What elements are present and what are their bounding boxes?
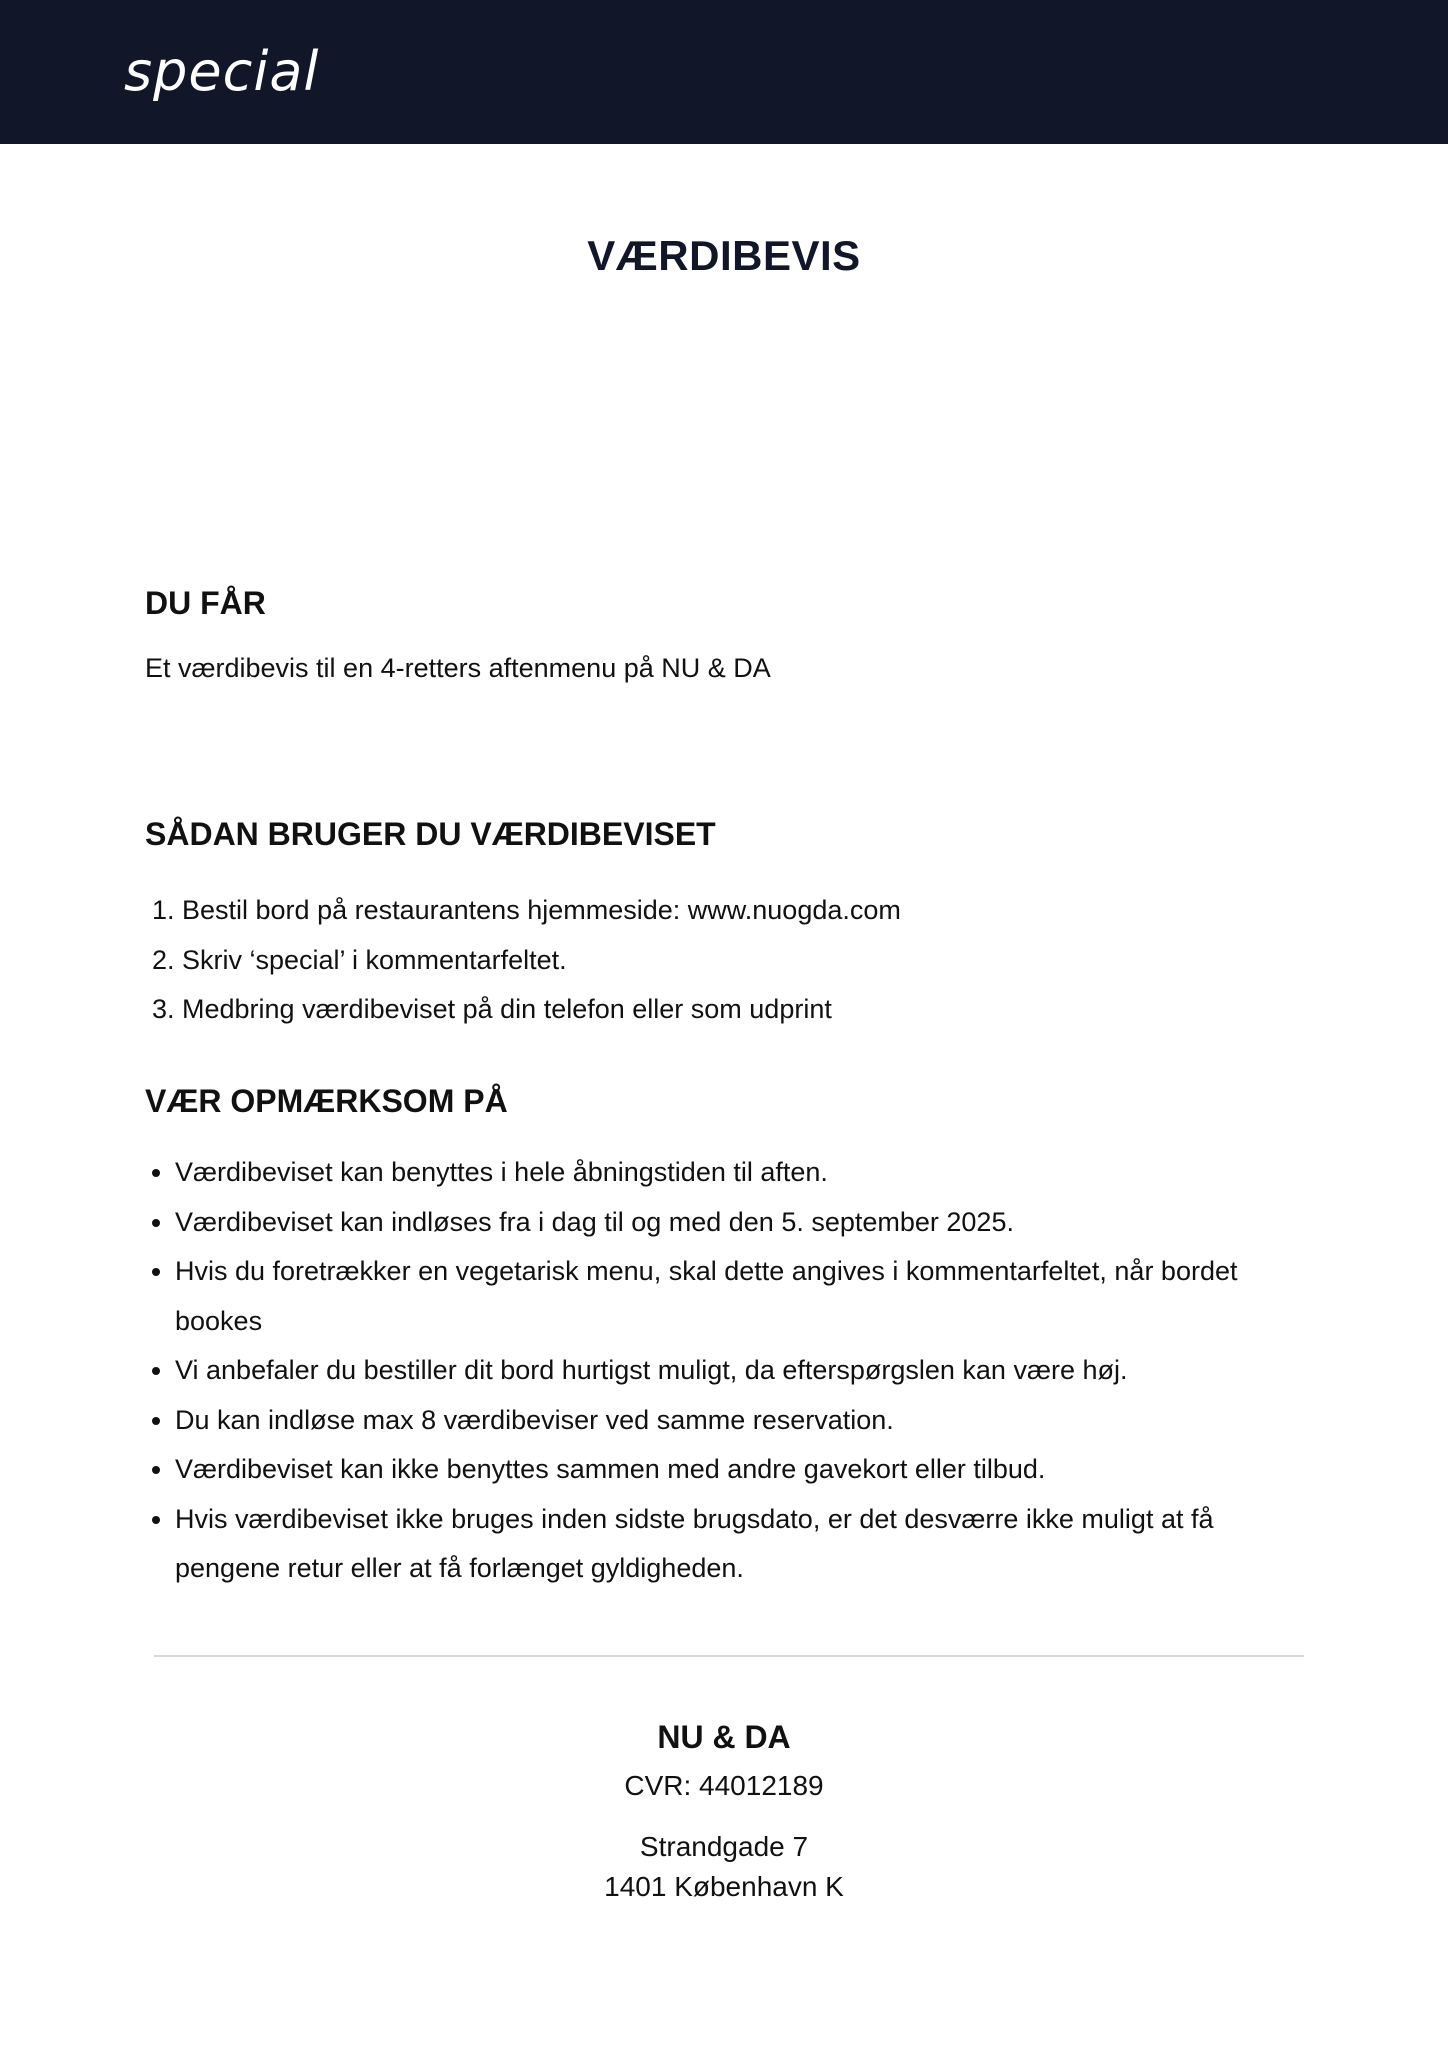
footer-company-name: NU & DA: [657, 1719, 791, 1755]
list-item: 2. Skriv ‘special’ i kommentarfeltet.: [182, 936, 1282, 986]
list-item: • Du kan indløse max 8 værdibeviser ved samme reservation.: [175, 1396, 1285, 1446]
you-get-text: Et værdibevis til en 4-retters aftenmenu på NU & DA: [145, 653, 771, 683]
steps-list: [145, 886, 1282, 1035]
section-heading-notes: VÆR OPMÆRKSOM PÅ: [145, 1083, 508, 1119]
brand-logo: special: [124, 40, 320, 103]
list-item: • Værdibeviset kan ikke benyttes sammen med andre gavekort eller tilbud.: [175, 1445, 1285, 1495]
page-title: VÆRDIBEVIS: [587, 232, 861, 279]
footer-divider: [154, 1655, 1304, 1657]
header-bar: [0, 0, 1448, 144]
section-heading-you-get: DU FÅR: [145, 585, 266, 621]
notes-list: [145, 1148, 1285, 1594]
list-item: • Vi anbefaler du bestiller dit bord hurtigst muligt, da efterspørgslen kan være høj.: [175, 1346, 1285, 1396]
footer-city: 1401 København K: [604, 1871, 844, 1902]
footer-street: Strandgade 7: [639, 1831, 809, 1862]
footer-cvr: CVR: 44012189: [624, 1770, 824, 1801]
list-item: 1. Bestil bord på restaurantens hjemmeside: www.nuogda.com: [182, 886, 1282, 936]
list-item: • Værdibeviset kan indløses fra i dag til og med den 5. september 2025.: [175, 1198, 1285, 1248]
section-heading-how-to-use: SÅDAN BRUGER DU VÆRDIBEVISET: [145, 816, 716, 852]
list-item: • Værdibeviset kan benyttes i hele åbningstiden til aften.: [175, 1148, 1285, 1198]
list-item: • Hvis værdibeviset ikke bruges inden sidste brugsdato, er det desværre ikke muligt at få pengene retur eller at få forlænget gyldigheden.: [175, 1495, 1285, 1594]
list-item: 3. Medbring værdibeviset på din telefon eller som udprint: [182, 985, 1282, 1035]
list-item: • Hvis du foretrækker en vegetarisk menu, skal dette angives i kommentarfeltet, når bordet bookes: [175, 1247, 1285, 1346]
